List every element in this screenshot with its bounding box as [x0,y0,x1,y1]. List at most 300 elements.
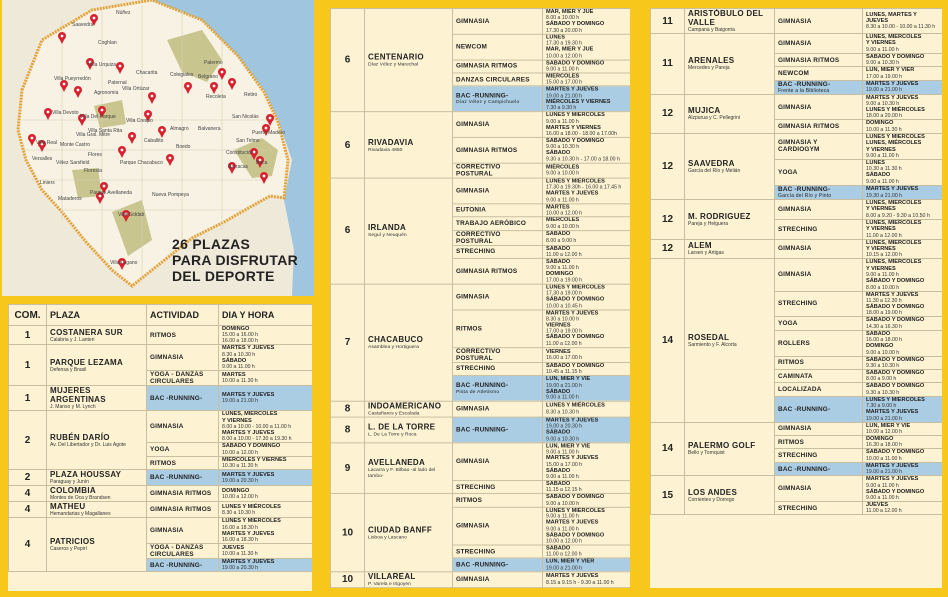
schedule-days: MIÉRCOLES [546,217,580,224]
schedule-days: SÁBADO [546,481,571,487]
schedule-cell [543,376,631,402]
plaza-address: Campana y Baigorria [688,27,735,33]
activity-name: BAC -RUNNING- [150,561,203,569]
schedule-days: DOMINGO [222,326,250,332]
schedule-days: MARTES [546,204,570,211]
plaza-address: L. De La Torre y Roca [368,431,417,438]
schedule-days: MAR, MIER Y JUE [546,46,594,53]
schedule-cell [219,443,313,456]
schedule-hours: 11.00 a 12.00 h [866,232,902,239]
plaza-name: RUBÉN DARÍO [50,432,110,442]
schedule-days: LUNES, MIÉRCOLES [866,34,922,40]
activity-name: YOGA [778,168,798,176]
plaza-address: J. Manso y M. Lynch [50,404,96,411]
activity-name: STRECHING [456,483,496,491]
activity-name: YOGA [150,446,170,454]
schedule-cell [219,345,313,371]
schedule-table [8,304,312,572]
activity-name: BAC -RUNNING- [778,465,831,473]
schedule-hours: 10.00 a 12.00 h [222,493,259,500]
activity-name: STRECHING [456,548,496,556]
schedule-cell [863,80,943,94]
plaza-cell [685,422,775,476]
plaza-address: Castañares y Escalada [368,410,420,417]
schedule-days: SÁBADO Y DOMINGO [866,317,925,324]
plaza-cell [685,34,775,95]
commune-cell: 6 [331,112,365,178]
plaza-address: Defensa y Brasil [50,366,87,373]
schedule-days: Y VIERNES [866,265,896,272]
schedule-hours: 17.30 a 19.00 h [546,290,583,297]
activity-cell [775,34,863,54]
neighborhood-label: Villa Ortúzar [122,86,150,92]
schedule-hours: 10.00 a 12.00 h [546,53,583,60]
schedule-hours: 9.00 a 11.00 h [222,364,255,371]
schedule-days: SÁBADO [866,172,891,179]
commune-cell: 14 [651,422,685,476]
activity-cell [453,8,543,34]
header-dia-y-hora: DIA Y HORA [219,305,313,326]
schedule-hours: 8.30 a 10.30 h [222,351,256,358]
schedule-cell [863,53,943,66]
schedule-days: MARTES Y JUEVES [222,345,275,352]
schedule-cell [543,507,631,545]
activity-cell [453,230,543,245]
commune-cell: 12 [651,199,685,239]
plaza-cell [365,401,453,417]
activity-cell [775,502,863,515]
schedule-cell [863,476,943,502]
schedule-hours: 9.00 a 10.00 h [546,170,580,177]
schedule-hours: 10.00 a 12.00 h [546,538,583,545]
plaza-name: RIVADAVIA [368,137,414,147]
plaza-name: MUJERES ARGENTINAS [50,386,106,405]
schedule-days: SÁBADO Y DOMINGO [546,362,605,369]
neighborhood-label: Paternal [108,80,127,86]
activity-cell [147,443,219,456]
activity-cell [147,502,219,518]
schedule-hours: 9.00 a 11.00 h [546,265,579,272]
commune-cell: 8 [331,417,365,443]
activity-name: YOGA - DANZAS CIRCULARES [150,371,204,386]
activity-name: ROLLERS [778,339,810,347]
schedule-cell [219,518,313,544]
activity-name: RITMOS [778,359,805,367]
commune-cell: 1 [9,326,47,345]
schedule-cell [543,284,631,310]
schedule-days: DOMINGO [866,436,894,442]
schedule-hours: 17.30 a 19.30h - 16.00 a 17.45 h [546,184,622,191]
activity-name: GIMNASIA [456,293,490,301]
plaza-cell [365,284,453,401]
table-row [331,572,631,588]
schedule-days: MAR, MIER Y JUE [546,8,594,15]
schedule-days: MARTES Y VIERNES [546,124,601,131]
schedule-days: SÁBADO Y DOMINGO [866,449,925,456]
activity-name: STRECHING [778,225,818,233]
schedule-cell [543,258,631,284]
schedule-days: SÁBADO Y DOMINGO [866,369,925,376]
schedule-days: DOMINGO [866,343,894,350]
neighborhood-label: Villa Del Parque [80,114,116,120]
activity-cell [775,449,863,462]
schedule-hours: 7.30 a 9.30 h [546,105,577,112]
table-row [9,326,313,345]
schedule-days: LUN, MIER Y VIE [546,376,591,383]
schedule-cell [219,326,313,345]
activity-name: GIMNASIA RITMOS [778,56,840,64]
plaza-cell [365,443,453,494]
schedule-hours: 11.30 a 12.30 h [866,297,902,304]
schedule-cell [863,291,943,317]
schedule-days: LUNES, MIÉRCOLES [866,199,922,206]
plaza-address: Bello y Tornquist [688,450,725,457]
table-row [9,411,313,443]
schedule-days: SÁBADO [546,388,571,395]
schedule-days: LUNES, MIÉRCOLES [222,411,278,418]
schedule-days: Y VIERNES [866,206,896,213]
plaza-address: Corrientes y Dorrego [688,496,735,503]
commune-cell: 11 [651,9,685,34]
schedule-days: MARTES Y JUEVES [866,94,919,101]
schedule-days: JUEVES [866,18,889,24]
schedule-days: MARTES Y JUEVES [546,573,599,580]
activity-name: GIMNASIA [150,527,184,535]
activity-name: STRECHING [778,504,818,512]
commune-cell: 10 [331,494,365,572]
schedule-days: MARTES Y JUEVES [546,190,599,197]
activity-name: CORRECTIVO POSTURAL [456,347,501,362]
schedule-cell [543,34,631,60]
map-title-line-2: PARA DISFRUTAR [172,252,299,268]
schedule-cell [863,369,943,382]
schedule-hours: 10.15 a 12.00 h [866,252,903,259]
schedule-hours: 15.00 a 17.00 h [546,461,583,468]
schedule-hours: 19.00 a 21.00 h [866,469,903,476]
schedule-days: DOMINGO [222,487,250,494]
neighborhood-label: Villa Santa Rita [88,128,123,134]
schedule-days: MARTES Y JUEVES [866,462,919,469]
activity-cell [147,386,219,411]
activity-cell [775,291,863,317]
neighborhood-label: Vélez Sarsfield [56,160,90,166]
schedule-days: SÁBADO Y DOMINGO [866,383,925,390]
schedule-hours: 16.00 a 17.00 h [546,355,583,362]
activity-cell [453,494,543,507]
schedule-cell [863,317,943,330]
schedule-cell [543,572,631,588]
schedule-hours: 9.00 a 10.30 h [866,60,900,67]
schedule-days: SÁBADO Y DOMINGO [866,53,925,60]
commune-cell: 7 [331,284,365,401]
schedule-days: LUNES Y MIÉRCOLES [546,402,605,409]
activity-name: GIMNASIA [456,121,490,129]
table-row [651,422,943,435]
schedule-cell [863,185,943,199]
neighborhood-label: Núñez [116,10,131,16]
activity-cell [453,401,543,417]
activity-cell [453,572,543,588]
schedule-days: MARTES Y JUEVES [222,471,275,478]
schedule-hours: 18.00 a 19.00 h [866,310,903,317]
schedule-cell [863,449,943,462]
activity-cell [775,259,863,291]
plaza-name: ARISTÓBULO DEL VALLE [688,9,764,27]
schedule-hours: 9.00 a 11.00 h [546,394,579,401]
activity-cell [453,545,543,558]
schedule-days: MIÉRCOLES Y VIERNES [546,99,611,106]
activity-location: Frente a la Biblioteca [778,87,830,94]
plaza-cell [47,345,147,386]
activity-name: RITMOS [150,331,177,339]
schedule-hours: 19.00 a 21.00 h [546,382,583,389]
activity-name: STRECHING [456,365,496,373]
plaza-cell [47,502,147,518]
activity-name: CORRECTIVO POSTURAL [456,230,501,245]
activity-name: BAC -RUNNING- [778,185,831,193]
table-row [331,112,631,138]
schedule-days: SÁBADO Y DOMINGO [866,356,925,363]
header-actividad: ACTIVIDAD [147,305,219,326]
activity-name: STRECHING [456,248,496,256]
schedule-days: MARTES Y JUEVES [546,86,599,93]
neighborhood-label: Saavedra [72,22,94,28]
commune-cell: 2 [9,470,47,486]
neighborhood-label: Constitución [226,150,254,156]
schedule-cell [543,401,631,417]
schedule-days: LUN, MIER Y VIE [866,422,911,429]
schedule-days: MARTES Y JUEVES [546,455,599,462]
activity-name: GIMNASIA [456,405,490,413]
schedule-cell [219,456,313,469]
schedule-hours: 9.00 a 10.00 h [546,223,580,230]
schedule-cell [219,559,313,572]
table-row [331,494,631,507]
plaza-cell [365,8,453,111]
schedule-days: MARTES Y JUEVES [866,476,919,483]
schedule-cell [863,120,943,133]
schedule-hours: 10.00 a 12.00 h [222,449,259,456]
activity-cell [147,470,219,486]
activity-name: YOGA - DANZAS CIRCULARES [150,544,204,559]
neighborhood-label: Villa Lugano [110,260,138,266]
schedule-hours: 9.00 a 10.30 h [546,436,580,443]
activity-cell [453,112,543,138]
plaza-name: AVELLANEDA [368,457,426,467]
commune-cell: 6 [331,8,365,111]
activity-name: BAC -RUNNING- [778,405,831,413]
schedule-hours: 9.00 a 11.00 h [546,66,579,73]
plaza-name: PLAZA HOUSSAY [50,470,122,480]
schedule-cell [863,34,943,54]
schedule-hours: 14.30 a 16.30 h [866,323,903,330]
plaza-cell [47,386,147,411]
activity-cell [775,185,863,199]
schedule-cell [543,310,631,348]
schedule-cell [543,230,631,245]
activity-cell [453,86,543,112]
activity-name: BAC -RUNNING- [150,474,203,482]
schedule-hours: 8.00 a 10.00 h [866,284,900,291]
commune-cell: 1 [9,345,47,386]
plaza-address: Av. Del Libertador y Dr. Luis Agote [50,441,126,448]
activity-cell [775,330,863,356]
activity-cell [453,60,543,73]
activity-name: STRECHING [778,452,818,460]
activity-name: GIMNASIA RITMOS [150,490,212,498]
neighborhood-label: Liniers [40,180,55,186]
schedule-hours: 10.00 a 10.45 h [546,303,583,310]
schedule-hours: 9.00 a 11.00 h [866,495,899,502]
schedule-hours: 9.00 a 11.00 h [866,153,899,160]
plaza-address: Hemandarias y Magallanes [50,511,111,518]
schedule-hours: 17.00 a 19.00 h [546,328,583,335]
plaza-name: L. DE LA TORRE [368,422,436,432]
header-plaza: PLAZA [47,305,147,326]
commune-cell: 14 [651,259,685,422]
schedule-days: MARTES Y JUEVES [222,430,275,437]
schedule-hours: 8.00 a 9.00 h [546,237,577,244]
schedule-hours: 9.30 a 10.30 h [866,362,900,369]
plaza-cell [47,411,147,470]
activity-name: GIMNASIA [778,485,812,493]
schedule-days: SÁBADO [222,357,247,364]
schedule-hours: 11.00 a 12.00 h [546,551,582,558]
plaza-name: SAAVEDRA [688,158,735,168]
schedule-days: LUNES Y MIÉRCOLES [546,112,605,119]
table-row [331,443,631,481]
schedule-days: SÁBADO Y DOMINGO [546,137,605,144]
schedule-days: SÁBADO [546,245,571,252]
schedule-days: MARTES Y JUEVES [222,392,275,399]
activity-cell [453,481,543,494]
schedule-hours: 16.00 a 18.00 h [866,337,903,344]
neighborhood-label: Belgrano [198,74,219,80]
activity-cell [775,80,863,94]
activity-name: GIMNASIA RITMOS [456,267,518,275]
schedule-cell [863,422,943,435]
activity-name: GIMNASIA Y CARDIOGYM [778,139,820,154]
schedule-days: MARTES Y JUEVES [546,310,599,316]
plaza-address: Mercedes y Pareja [688,65,730,72]
schedule-cell [543,545,631,558]
schedule-days: DOMINGO [546,271,574,278]
table-row [9,486,313,502]
activity-name: GIMNASIA [778,245,812,253]
table-row [9,345,313,371]
schedule-hours: 19.00 a 20.30 h [222,565,259,572]
schedule-cell [219,502,313,518]
table-row [9,502,313,518]
commune-cell: 11 [651,34,685,95]
schedule-cell [543,8,631,34]
neighborhood-label: Chacarita [136,70,158,76]
schedule-days: LUN, MIER Y VIE [546,443,591,450]
neighborhood-label: Almagro [170,126,189,132]
plaza-address: Sarmiento y F. Alcorta [688,341,737,348]
schedule-hours: 9.00 a 11.00 h [546,449,579,456]
schedule-hours: 9.00 a 11.00 h [866,178,899,185]
schedule-days: LUNES, MARTES Y [866,11,917,18]
schedule-days: MARTES Y JUEVES [866,80,919,87]
schedule-cell [543,178,631,204]
schedule-cell [863,462,943,475]
schedule-hours: 9.00 a 11.00 h [866,46,899,53]
activity-location: Pista de Atletismo [456,388,500,395]
schedule-hours: 19.00 a 21.00 h [866,415,903,422]
neighborhood-label: Villa Soldati [118,212,145,218]
neighborhood-label: Balvanera [198,126,221,132]
schedule-days: LUNES, MIÉRCOLES [866,219,922,226]
commune-cell: 10 [331,572,365,588]
activity-name: GIMNASIA [778,271,812,279]
schedule-days: MARTES [222,372,246,379]
plaza-address: Calabria y J. Lanteri [50,336,95,343]
schedule-hours: 9.00 a 11.00 h [546,197,579,204]
schedule-cell [543,558,631,571]
activity-name: YOGA [778,320,798,328]
plaza-cell [47,326,147,345]
schedule-hours: 18.00 a 20.00 h [866,113,903,120]
activity-cell [775,476,863,502]
neighborhood-label: Villa Devoto [52,110,79,116]
schedule-cell [543,443,631,481]
neighborhood-label: Mataderos [58,196,82,202]
schedule-hours: 10.00 a 11.00 h [866,455,902,462]
schedule-cell [863,199,943,219]
schedule-hours: 9.00 a 10.30 h [866,101,900,108]
schedule-days: LUNES Y MIÉRCOLES [222,518,281,525]
activity-cell [147,544,219,559]
header-com: COM. [9,305,47,326]
schedule-cell [863,259,943,291]
neighborhood-label: Puerto Madero [252,130,286,136]
commune-cell: 12 [651,94,685,133]
activity-cell [453,558,543,571]
schedule-days: SÁBADO [546,150,571,157]
schedule-days: VIERNES [546,322,571,329]
table-row [651,9,943,34]
activity-name: BAC -RUNNING- [456,561,509,569]
commune-cell: 12 [651,133,685,199]
schedule-days: LUNES Y MIÉRCOLES [546,178,605,185]
neighborhood-label: Floresta [84,168,103,174]
schedule-days: SÁBADO [866,330,891,337]
schedule-days: DOMINGO [866,120,894,127]
schedule-days: LUNES Y MIÉRCOLES [222,503,281,510]
schedule-table-left [8,304,312,591]
schedule-hours: 17.30 a 20.00 h [546,27,583,34]
plaza-address: Asamblea y Hortiguera [368,344,419,350]
schedule-hours: 10.00 a 12.00 h [866,429,903,435]
schedule-cell [863,133,943,159]
commune-cell: 4 [9,502,47,518]
schedule-days: SÁBADO Y DOMINGO [546,494,605,501]
neighborhood-label: Parque Avellaneda [90,190,132,196]
schedule-days: JUEVES [866,502,889,509]
schedule-days: SÁBADO Y DOMINGO [546,21,605,28]
schedule-cell [863,383,943,396]
plaza-address: Caseros y Pepirí [50,546,87,553]
table-row [651,199,943,219]
schedule-hours: 19.00 a 20.30 h [546,423,583,430]
schedule-cell [543,137,631,163]
schedule-days: SÁBADO [546,231,571,238]
schedule-hours: 9.00 a 11.00 h [866,482,899,489]
plaza-name: ARENALES [688,56,735,66]
schedule-hours: 9.00 a 11.00 h [546,526,579,533]
schedule-cell [543,73,631,86]
